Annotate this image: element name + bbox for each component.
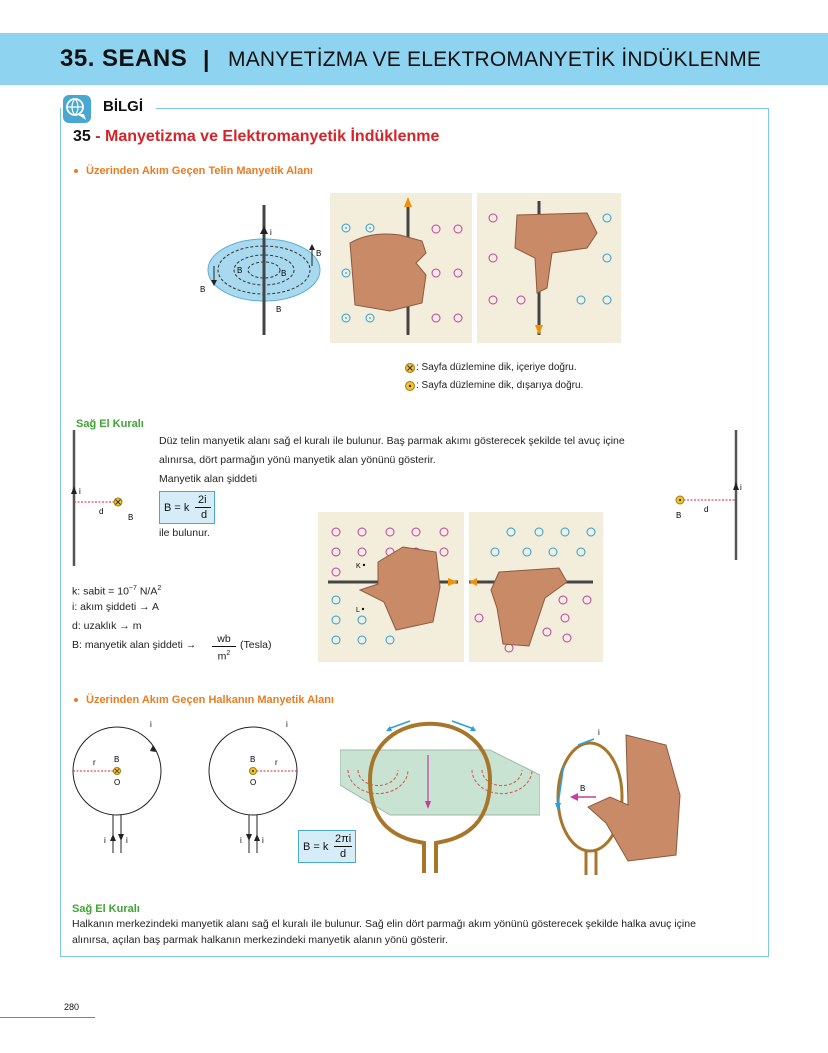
tesla-unit: (Tesla): [240, 639, 272, 651]
page-header: [0, 33, 828, 85]
svg-text:K: K: [356, 563, 361, 570]
section-dash: -: [95, 128, 101, 145]
svg-text:B: B: [250, 755, 256, 764]
svg-text:O: O: [250, 778, 257, 787]
wire-left-diagram: [66, 428, 146, 570]
legend-out-of-page: : Sayfa düzlemine dik, dışarıya doğru.: [416, 380, 584, 391]
header-title: MANYETİZMA VE ELEKTROMANYETİK İNDÜKLENME: [228, 48, 762, 71]
right-hand-photo-4: [469, 512, 603, 662]
right-hand-rule-heading-2: Sağ El Kuralı: [72, 903, 140, 915]
svg-text:i: i: [598, 728, 600, 737]
page-number-bar: [0, 1017, 95, 1018]
rule1-text: Düz telin manyetik alanı sağ el kuralı ile bulunur. Baş parmak akımı gösterecek şekilde tel avuç içine alınırsa, dört parmağın yönü manyetik alan yönünü gösterir. Manyetik alan şiddeti: [159, 435, 625, 485]
page-number: 280: [64, 1002, 80, 1012]
def-b: B: manyetik alan şiddeti →: [72, 639, 197, 651]
right-hand-rule-heading-1: Sağ El Kuralı: [76, 418, 144, 430]
out-of-page-symbol: [404, 380, 416, 392]
svg-text:i: i: [104, 836, 106, 845]
svg-text:B: B: [276, 305, 282, 314]
rule1-after: ile bulunur.: [159, 527, 210, 539]
wire-field-formula: B = k 2i d: [159, 491, 215, 524]
into-page-symbol: [404, 362, 416, 374]
svg-text:B: B: [580, 784, 586, 793]
svg-text:r: r: [93, 758, 96, 767]
section-title: Manyetizma ve Elektromanyetik İndüklenme: [105, 128, 440, 145]
loop-diagram-in: [68, 715, 168, 855]
svg-text:i: i: [740, 483, 742, 492]
loop-diagram-out: [204, 715, 304, 855]
header-separator: |: [203, 46, 210, 72]
svg-text:i: i: [79, 487, 81, 496]
svg-text:i: i: [286, 720, 288, 729]
wire-field-heading: Üzerinden Akım Geçen Telin Manyetik Alanı: [74, 165, 313, 177]
def-d: d: uzaklık → m: [72, 620, 142, 632]
svg-text:d: d: [99, 507, 104, 516]
svg-text:i: i: [262, 836, 264, 845]
wire-field-diagram: [196, 200, 328, 340]
section-heading: [73, 128, 439, 146]
loop-field-illustration: [340, 715, 540, 875]
right-hand-photo-2: [477, 193, 621, 343]
def-i: i: akım şiddeti → A: [72, 601, 159, 613]
loop-hand-illustration: [548, 715, 688, 875]
svg-text:d: d: [704, 505, 709, 514]
svg-text:O: O: [114, 778, 121, 787]
svg-text:B: B: [676, 511, 682, 520]
legend-into-page: : Sayfa düzlemine dik, içeriye doğru.: [416, 362, 577, 373]
svg-text:i: i: [126, 836, 128, 845]
svg-text:r: r: [275, 758, 278, 767]
wire-right-diagram: [670, 428, 750, 570]
svg-text:i: i: [270, 228, 272, 237]
svg-text:i: i: [150, 720, 152, 729]
session-number: 35. SEANS: [60, 45, 188, 72]
svg-text:B: B: [200, 285, 206, 294]
loop-field-heading: Üzerinden Akım Geçen Halkanın Manyetik Alanı: [74, 694, 334, 706]
info-label: BİLGİ: [103, 98, 143, 115]
svg-text:B: B: [128, 513, 134, 522]
info-globe-icon: [62, 94, 92, 124]
svg-text:B: B: [114, 755, 120, 764]
def-k: k: sabit = $10^{-7}$ $N/A^2$: [72, 585, 162, 598]
svg-text:B: B: [281, 269, 287, 278]
svg-text:L: L: [356, 607, 360, 614]
section-number: 35: [73, 128, 91, 145]
right-hand-photo-3: [318, 512, 464, 662]
svg-text:B: B: [237, 266, 243, 275]
loop-field-formula: B = k 2πi d: [298, 830, 356, 863]
right-hand-photo-1: [330, 193, 472, 343]
info-top-line: [156, 108, 768, 109]
svg-text:B: B: [316, 249, 322, 258]
svg-text:i: i: [240, 836, 242, 845]
rule2-text: Halkanın merkezindeki manyetik alanı sağ el kuralı ile bulunur. Sağ elin dört parmağı akım yönünü gösterecek şekilde halka avuç içine alınırsa, açılan baş parmak halkanın merkezindeki manyetik alanın yönü gösterir.: [72, 918, 696, 946]
tesla-fraction: wb $m^2$: [212, 633, 236, 664]
